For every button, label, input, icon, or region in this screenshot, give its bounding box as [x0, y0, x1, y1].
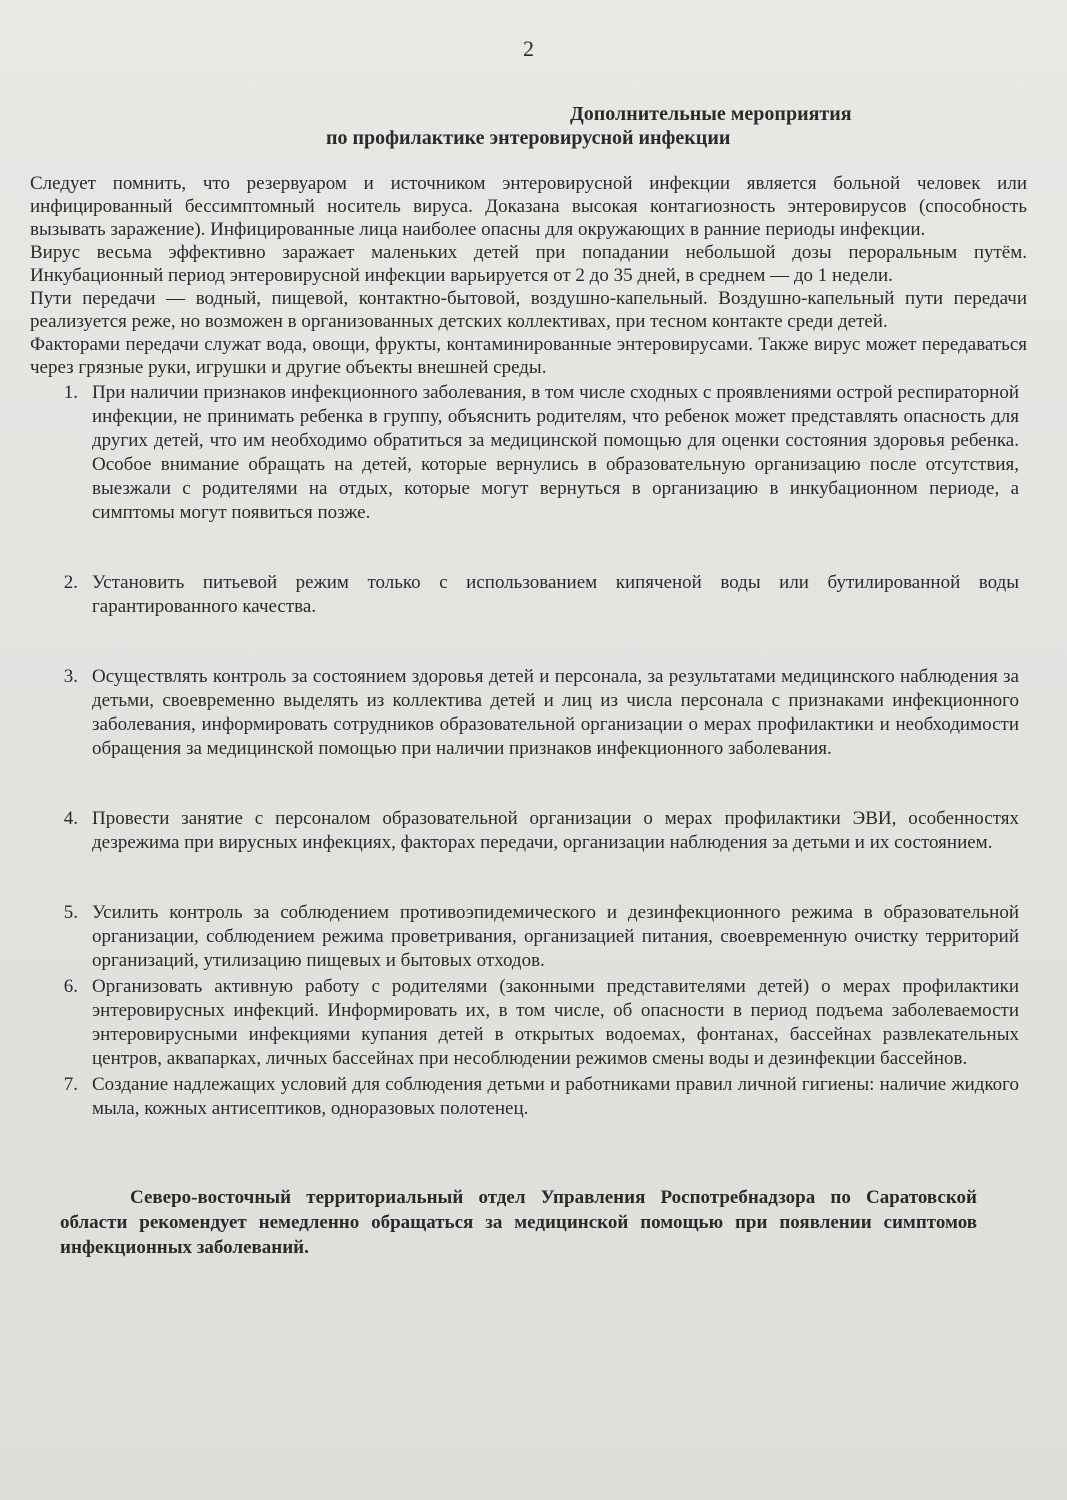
- intro-paragraph-1: Следует помнить, что резервуаром и источником энтеровирусной инфекции является больной человек или инфицированный бессимптомный носитель вируса. Доказана высокая контагиозность энтеровирусов (способность вызывать заражение). Инфицированные лица наиболее опасны для окружающих в ранние периоды инфекции.: [30, 173, 1027, 240]
- list-item-number: 5.: [63, 902, 78, 923]
- list-item: [30, 807, 1027, 855]
- footer-recommendation: Северо-восточный территориальный отдел Управления Роспотребнадзора по Саратовской области рекомендует немедленно обращаться за медицинской помощью при появлении симптомов инфекционных заболеваний.: [60, 1187, 977, 1258]
- list-item-text: Организовать активную работу с родителями (законными представителями детей) о мерах профилактики энтеровирусных инфекций. Информировать их, в том числе, об опасности в период подъема заболеваемости энтеровирусными инфекциями купания детей в открытых водоемах, фонтанах, бассейнах развлекательных центров, аквапарках, личных бассейнах при несоблюдении режимов смены воды и дезинфекции бассейнов.: [92, 976, 1019, 1069]
- list-item: [30, 975, 1027, 1071]
- list-item: [30, 665, 1027, 761]
- measures-list: [30, 381, 1027, 1121]
- list-item-number: 1.: [63, 382, 78, 403]
- list-item-number: 7.: [63, 1074, 78, 1095]
- list-item-text: Осуществлять контроль за состоянием здоровья детей и персонала, за результатами медицинского наблюдения за детьми, своевременно выделять из коллектива детей и лиц из числа персонала с признаками инфекционного заболевания, информировать сотрудников образовательной организации о мерах профилактики и необходимости обращения за медицинской помощью при наличии признаков инфекционного заболевания.: [92, 666, 1019, 759]
- intro-paragraph-2: Вирус весьма эффективно заражает маленьких детей при попадании небольшой дозы пероральным путём. Инкубационный период энтеровирусной инфекции варьируется от 2 до 35 дней, в среднем — до 1 недели.: [30, 242, 1027, 286]
- intro-paragraph-4: Факторами передачи служат вода, овощи, фрукты, контаминированные энтеровирусами. Также вирус может передаваться через грязные руки, игрушки и другие объекты внешней среды.: [30, 334, 1027, 378]
- list-item-number: 4.: [63, 808, 78, 829]
- list-item-text: При наличии признаков инфекционного заболевания, в том числе сходных с проявлениями острой респираторной инфекции, не принимать ребенка в группу, объяснить родителям, что ребенок может представлять опасность для других детей, что им необходимо обратиться за медицинской помощью для оценки состояния здоровья ребенка. Особое внимание обращать на детей, которые вернулись в образовательную организацию после отсутствия, выезжали с родителями на отдых, которые могут вернуться в организацию в инкубационном периоде, а симптомы могут появиться позже.: [92, 382, 1019, 523]
- list-item-text: Усилить контроль за соблюдением противоэпидемического и дезинфекционного режима в образовательной организации, соблюдением режима проветривания, организацией питания, своевременную очистку территорий организаций, утилизацию пищевых и бытовых отходов.: [92, 902, 1019, 971]
- list-item-number: 2.: [63, 572, 78, 593]
- list-item-text: Создание надлежащих условий для соблюдения детьми и работниками правил личной гигиены: наличие жидкого мыла, кожных антисептиков, одноразовых полотенец.: [92, 1074, 1019, 1119]
- list-item-number: 3.: [63, 666, 78, 687]
- document-title-line-2: по профилактике энтеровирусной инфекции: [326, 127, 731, 149]
- page-number: 2: [523, 36, 534, 61]
- list-item: [30, 1073, 1027, 1121]
- list-item: [30, 901, 1027, 973]
- list-item-text: Провести занятие с персоналом образовательной организации о мерах профилактики ЭВИ, особенностях дезрежима при вирусных инфекциях, факторах передачи, организации наблюдения за детьми и их состоянием.: [92, 808, 1019, 853]
- list-item: [30, 571, 1027, 619]
- intro-paragraph-3: Пути передачи — водный, пищевой, контактно-бытовой, воздушно-капельный. Воздушно-капельный пути передачи реализуется реже, но возможен в организованных детских коллективах, при тесном контакте среди детей.: [30, 288, 1027, 332]
- list-item-text: Установить питьевой режим только с использованием кипяченой воды или бутилированной воды гарантированного качества.: [92, 572, 1019, 617]
- list-item: [30, 381, 1027, 525]
- document-title-line-1: Дополнительные мероприятия: [570, 103, 852, 125]
- list-item-number: 6.: [63, 976, 78, 997]
